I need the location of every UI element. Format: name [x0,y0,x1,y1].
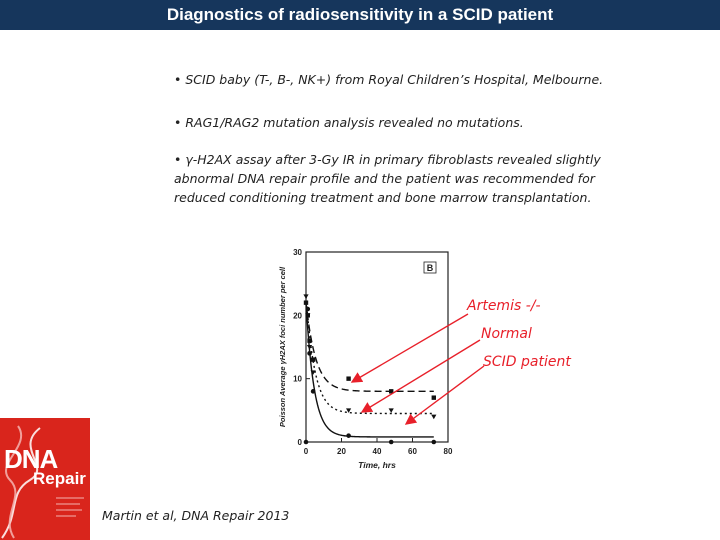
annotation-artemis: Artemis -/- [467,298,541,314]
x-tick-label: 80 [443,447,453,456]
bullet-scid-baby: • SCID baby (T-, B-, NK+) from Royal Children’s Hospital, Melbourne. [174,72,604,87]
bullet-rag-analysis: • RAG1/RAG2 mutation analysis revealed no mutations. [174,115,524,130]
journal-title-repair: Repair [33,469,86,488]
journal-cover [0,418,90,540]
y-tick-label: 10 [293,374,302,384]
x-tick-label: 20 [337,447,346,456]
data-point-circle [346,433,351,438]
data-point-circle [432,440,437,445]
slide-title: Diagnostics of radiosensitivity in a SCID patient [0,0,720,30]
x-tick-label: 40 [372,447,382,456]
data-point-square [311,357,315,361]
annotation-normal: Normal [481,326,532,342]
data-point-circle [307,351,312,356]
journal-title-dna: DNA [4,444,58,474]
y-tick-label: 20 [293,311,302,321]
y-tick-label: 30 [293,248,302,257]
citation: Martin et al, DNA Repair 2013 [102,508,290,523]
annotation-scid-patient: SCID patient [483,354,571,370]
data-point-circle [304,440,309,445]
data-point-circle [305,307,310,312]
panel-label: B [426,263,434,273]
data-point-square [346,376,350,380]
x-tick-label: 0 [303,447,309,456]
data-point-circle [389,440,394,445]
data-point-square [304,300,308,304]
x-axis-label: Time, hrs [358,460,396,470]
data-point-square [307,338,311,342]
y-tick-label: 0 [297,438,302,447]
bullet-h2ax-assay: • γ-H2AX assay after 3-Gy IR in primary fibroblasts revealed slightly abnormal DNA repair profile and the patient was recommended for reduced conditioning treatment and bone marrow transplantation. [174,152,601,205]
data-point-square [432,395,436,399]
x-tick-label: 60 [408,447,417,456]
y-axis-label: Poisson Average γH2AX foci number per cell [278,266,287,428]
data-point-circle [311,389,316,394]
